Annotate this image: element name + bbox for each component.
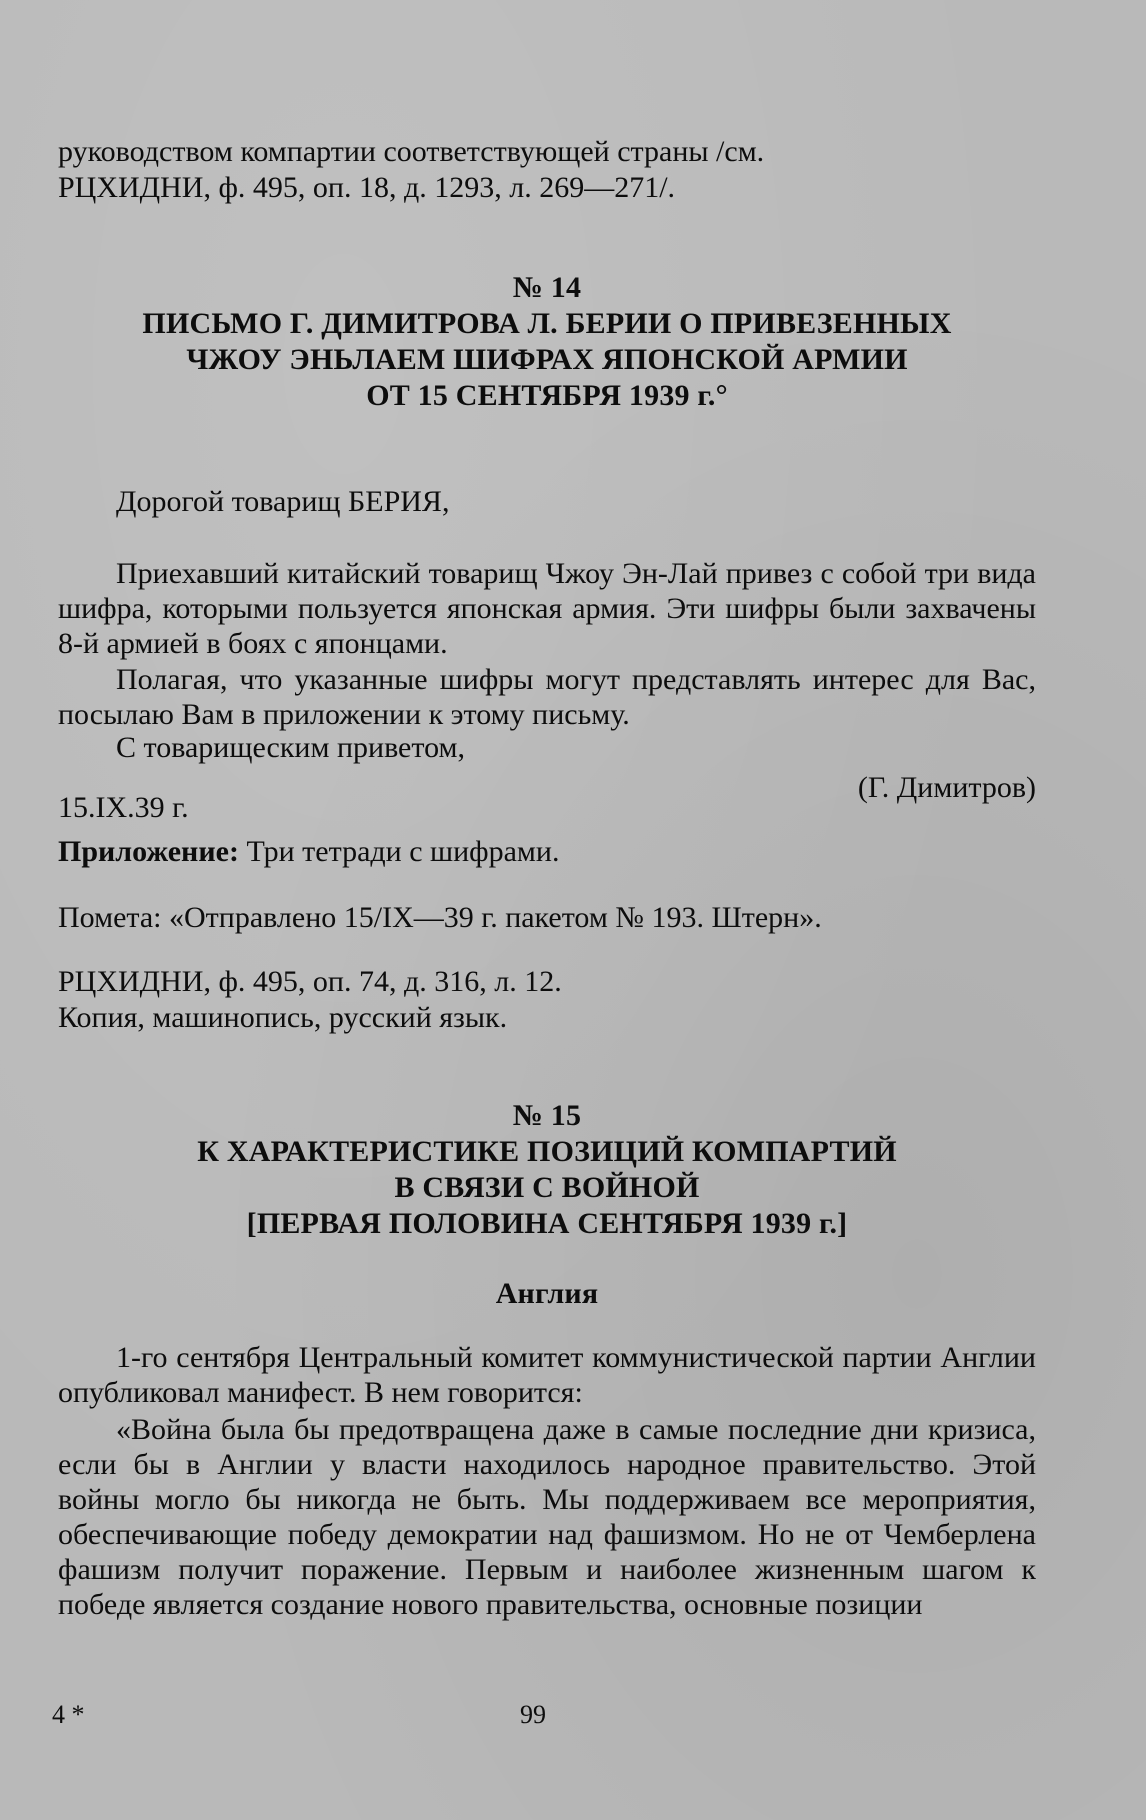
attachment-text: Три тетради с шифрами.: [238, 835, 560, 868]
attachment-label: Приложение:: [58, 835, 239, 868]
continuation-line-2: РЦХИДНИ, ф. 495, оп. 18, д. 1293, л. 269—271/.: [58, 171, 676, 204]
page-number: 99: [520, 1700, 546, 1729]
doc15-title-line-1: К ХАРАКТЕРИСТИКЕ ПОЗИЦИЙ КОМПАРТИЙ: [197, 1135, 897, 1168]
doc14-heading: [58, 270, 1036, 414]
doc14-note: Помета: «Отправлено 15/IX—39 г. пакетом № 193. Штерн».: [58, 901, 822, 934]
doc15-paragraph-2: «Война была бы предотвращена даже в самые последние дни кризиса, если бы в Англии у власти находилось народное правительство. Этой войны могло бы никогда не быть. Мы поддерживаем все мероприятия, обеспечивающие победу демократии над фашизмом. Но не от Чемберлена фашизм получит поражение. Первым и наиболее жизненным шагом к победе является создание нового правительства, основные позиции: [58, 1413, 1036, 1621]
doc14-title-line-2: ЧЖОУ ЭНЬЛАЕМ ШИФРАХ ЯПОНСКОЙ АРМИИ: [186, 343, 908, 376]
footer-signature-mark: 4 *: [52, 1700, 85, 1729]
doc14-copy-info: Копия, машинопись, русский язык.: [58, 1001, 508, 1034]
doc15-title-line-3: [ПЕРВАЯ ПОЛОВИНА СЕНТЯБРЯ 1939 г.]: [246, 1207, 848, 1240]
doc14-title-line-3: ОТ 15 СЕНТЯБРЯ 1939 г.°: [366, 379, 728, 412]
doc14-archive-ref: РЦХИДНИ, ф. 495, оп. 74, д. 316, л. 12.: [58, 965, 562, 998]
doc14-number: № 14: [512, 271, 582, 304]
doc14-date: 15.IX.39 г.: [58, 791, 189, 824]
doc14-title-line-1: ПИСЬМО Г. ДИМИТРОВА Л. БЕРИИ О ПРИВЕЗЕННЫХ: [142, 307, 952, 340]
doc14-paragraph-2: Полагая, что указанные шифры могут представлять интерес для Вас, посылаю Вам в приложении к этому письму.: [58, 663, 1036, 731]
doc15-heading: [58, 1098, 1036, 1242]
doc14-signature: (Г. Димитров): [857, 771, 1036, 804]
continuation-line-1: руководством компартии соответствующей страны /см.: [58, 135, 765, 168]
doc14-attachment: [58, 834, 1036, 869]
doc14-salutation: Дорогой товарищ БЕРИЯ,: [116, 485, 450, 518]
doc15-section-heading: Англия: [495, 1277, 599, 1310]
doc15-title-line-2: В СВЯЗИ С ВОЙНОЙ: [394, 1171, 700, 1204]
doc15-paragraph-1: 1-го сентября Центральный комитет коммунистической партии Англии опубликовал манифест. В нем говорится:: [58, 1341, 1036, 1409]
doc14-closing: С товарищеским приветом,: [116, 731, 465, 764]
doc15-number: № 15: [512, 1099, 582, 1132]
doc14-paragraph-1: Приехавший китайский товарищ Чжоу Эн-Лай привез с собой три вида шифра, которыми пользуется японская армия. Эти шифры были захвачены 8-й армией в боях с японцами.: [58, 557, 1036, 660]
